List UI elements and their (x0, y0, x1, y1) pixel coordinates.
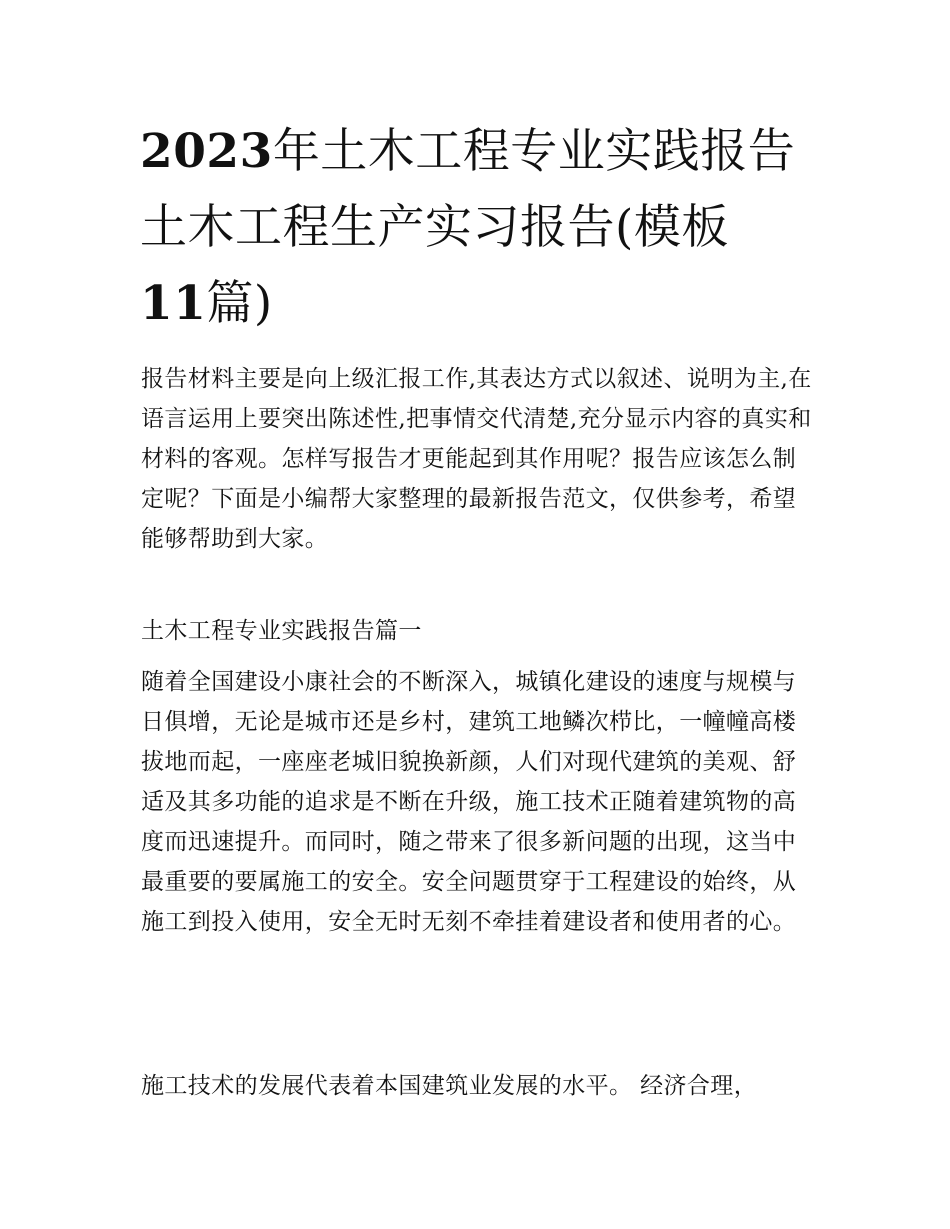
title-text: 年土木工程专业实践报告土木工程生产实习报告(模板 (140, 124, 796, 255)
title-suffix: 篇) (206, 276, 273, 331)
body-paragraph-1: 随着全国建设小康社会的不断深入，城镇化建设的速度与规模与日俱增，无论是城市还是乡村，建筑工地鳞次栉比，一幢幢高楼拔地而起，一座座老城旧貌换新颜，人们对现代建筑的美观、舒适及其多功能的追求是不断在升级，施工技术正随着建筑物的高度而迅速提升。而同时，随之带来了很多新问题的出现，这当中最重要的要属施工的安全。安全问题贯穿于工程建设的始终，从施工到投入使用，安全无时无刻不牵挂着建设者和使用者的心。 (141, 669, 797, 935)
body-paragraph-2: 施工技术的发展代表着本国建筑业发展的水平。 经济合理， (141, 1073, 758, 1099)
document-title (140, 114, 820, 342)
intro-paragraph: 报告材料主要是向上级汇报工作,其表达方式以叙述、说明为主,在语言运用上要突出陈述性,把事情交代清楚,充分显示内容的真实和材料的客观。怎样写报告才更能起到其作用呢？报告应该怎么制定呢？下面是小编帮大家整理的最新报告范文，仅供参考，希望能够帮助到大家。 (141, 366, 812, 552)
section-heading: 土木工程专业实践报告篇一 (141, 618, 422, 644)
title-count: 11 (140, 276, 207, 331)
title-year: 2023 (140, 124, 273, 179)
